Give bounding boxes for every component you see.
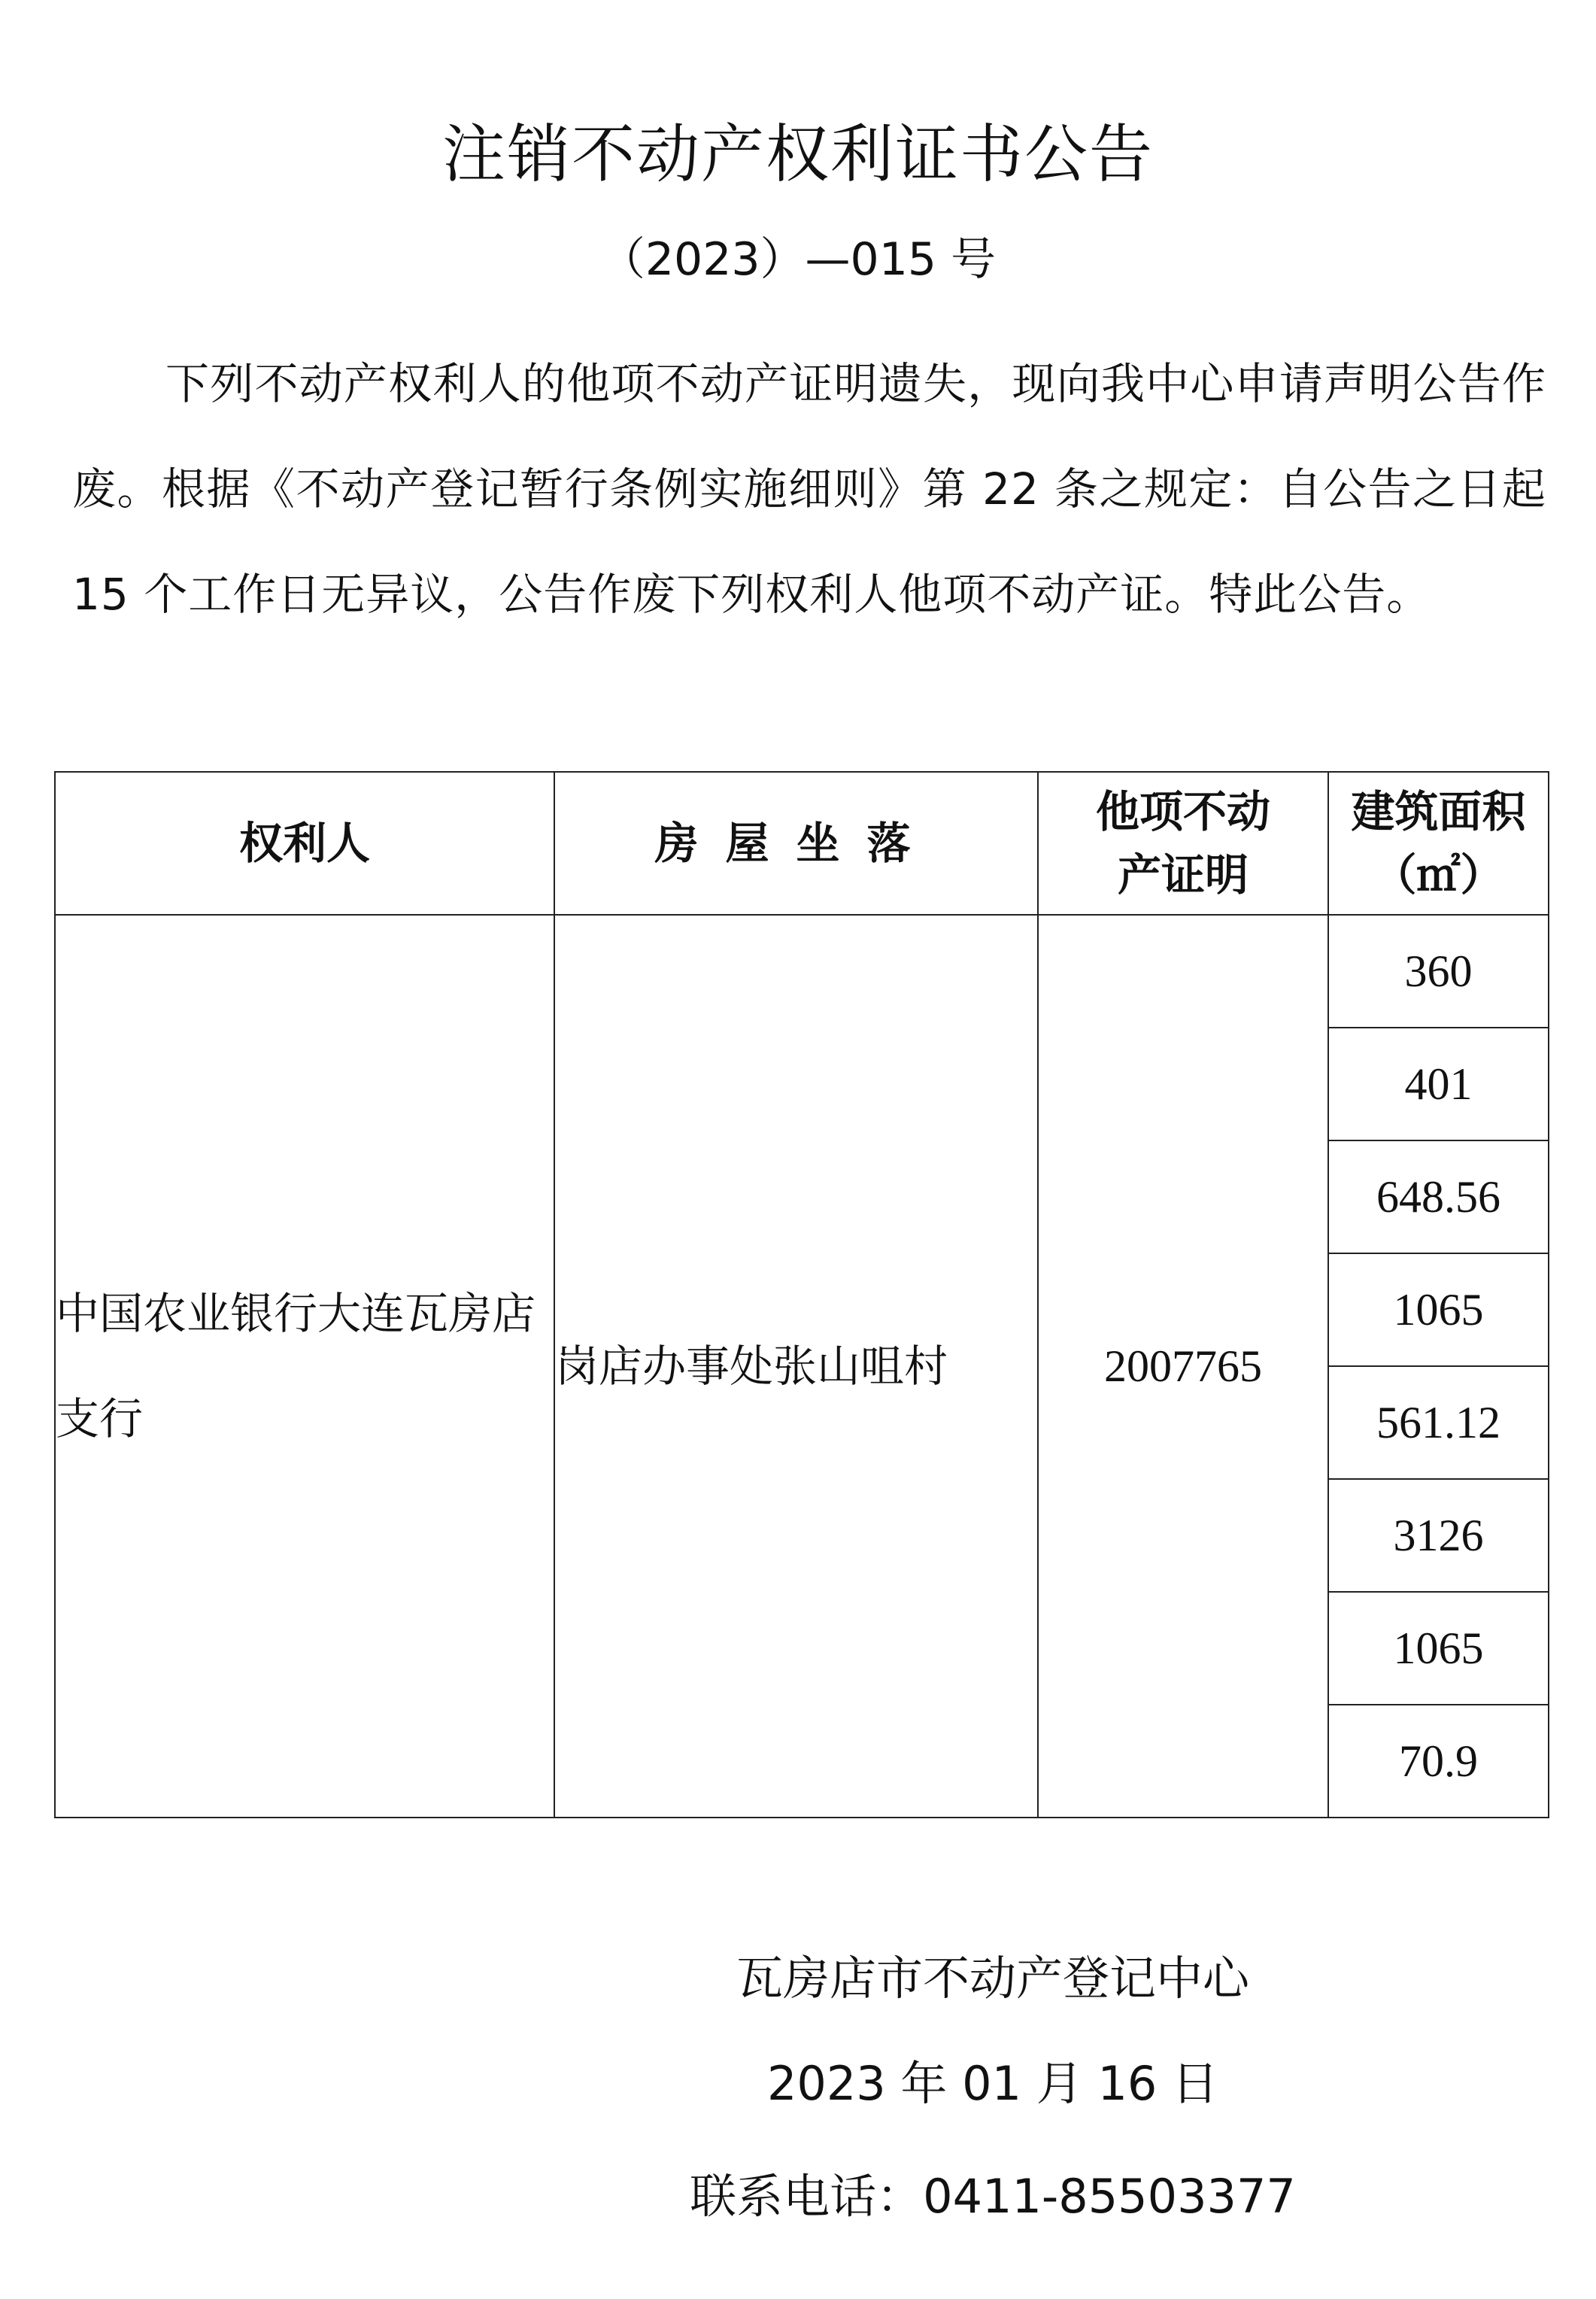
- area-cell: 648.56: [1328, 1140, 1549, 1253]
- holder-cell: 中国农业银行大连瓦房店支行: [55, 915, 554, 1818]
- header-location: 房屋坐落: [554, 772, 1038, 915]
- header-holder: 权利人: [55, 772, 554, 915]
- page-title: 注销不动产权利证书公告: [441, 117, 1154, 191]
- header-area: [1328, 772, 1549, 915]
- area-cell: 3126: [1328, 1479, 1549, 1592]
- header-certificate: [1038, 772, 1328, 915]
- table-row: [55, 915, 1549, 1028]
- header-area-line2: （㎡）: [1373, 849, 1504, 900]
- table-header-row: [55, 772, 1549, 915]
- area-cell: 401: [1328, 1028, 1549, 1140]
- issue-date: 2023 年 01 月 16 日: [766, 2056, 1219, 2111]
- header-certificate-line2: 产证明: [1117, 849, 1249, 900]
- certificate-cell: 2007765: [1038, 915, 1328, 1818]
- area-cell: 70.9: [1328, 1705, 1549, 1818]
- header-area-line1: 建筑面积: [1351, 786, 1526, 837]
- area-cell: 561.12: [1328, 1366, 1549, 1479]
- location-cell: 岗店办事处张山咀村: [554, 915, 1038, 1818]
- announcement-body: 下列不动产权利人的他项不动产证明遗失，现向我中心申请声明公告作废。根据《不动产登记暂行条例实施细则》第 22 条之规定：自公告之日起 15 个工作日无异议，公告作废下列权利人他项不动产证。特此公告。: [72, 358, 1546, 620]
- area-cell: 1065: [1328, 1592, 1549, 1705]
- contact-phone: 联系电话：0411-85503377: [690, 2169, 1296, 2224]
- header-certificate-line1: 他项不动: [1095, 786, 1270, 837]
- issuer-name: 瓦房店市不动产登记中心: [736, 1951, 1249, 2006]
- area-cell: 360: [1328, 915, 1549, 1028]
- area-cell: 1065: [1328, 1253, 1549, 1366]
- certificate-table: [54, 771, 1549, 1818]
- document-number: （2023）—015 号: [599, 233, 997, 286]
